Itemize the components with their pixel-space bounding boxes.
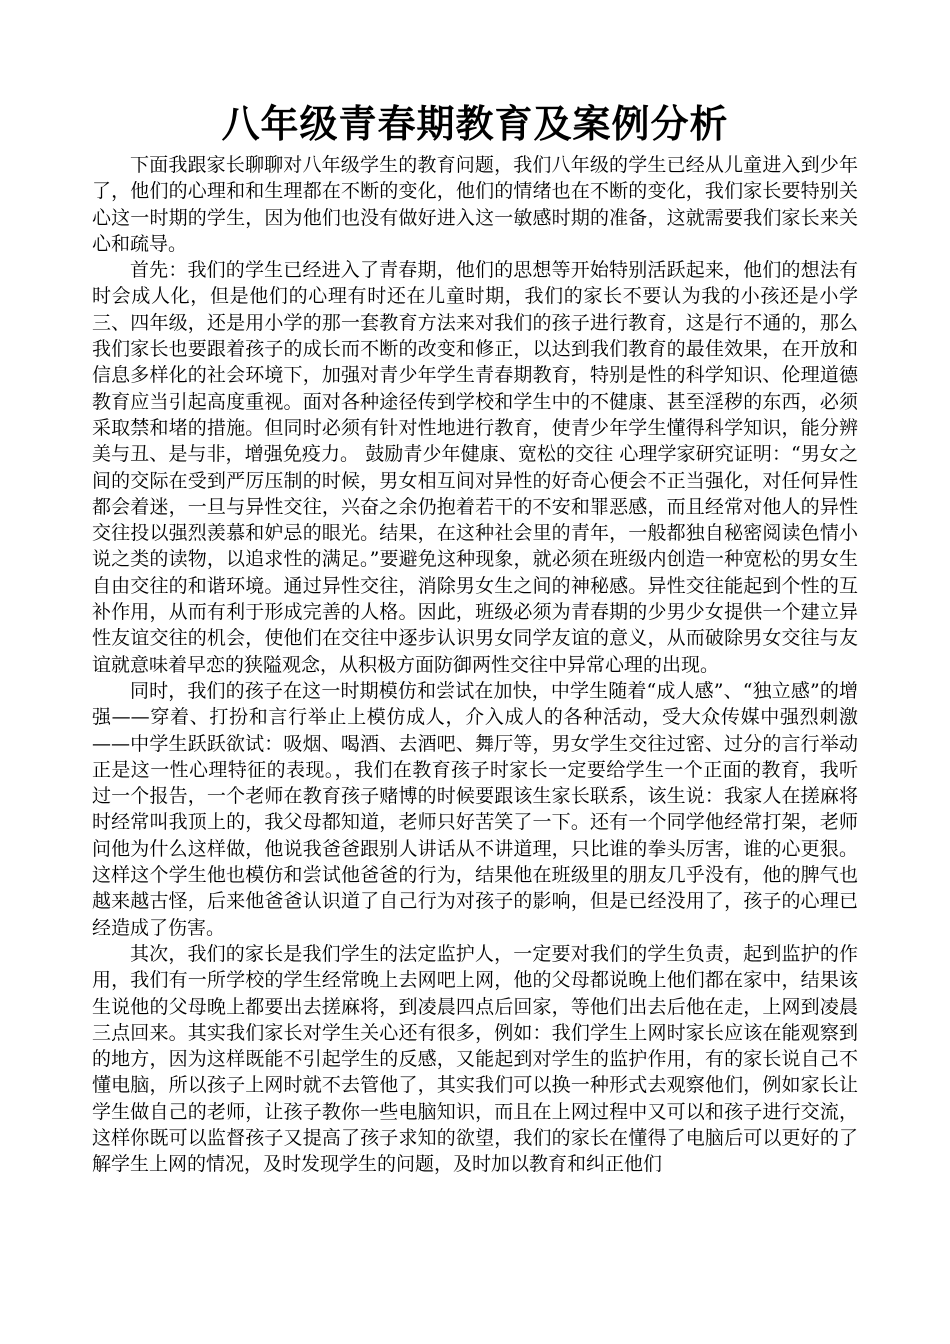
paragraph-guardianship: 其次，我们的家长是我们学生的法定监护人，一定要对我们的学生负责，起到监护的作用，我们有一所学校的学生经常晚上去网吧上网，他的父母都说晚上他们都在家中，结果该生说他的父母晚上都要出去搓麻将，到凌晨四点后回家，等他们出去后他在走，上网到凌晨三点回来。其实我们家长对学生关心还有很多，例如：我们学生上网时家长应该在能观察到的地方，因为这样既能不引起学生的反感，又能起到对学生的监护作用，有的家长说自己不懂电脑，所以孩子上网时就不去管他了，其实我们可以换一种形式去观察他们，例如家长让学生做自己的老师，让孩子教你一些电脑知识，而且在上网过程中又可以和孩子进行交流，这样你既可以监督孩子又提高了孩子求知的欲望，我们的家长在懂得了电脑后可以更好的了解学生上网的情况，及时发现学生的问题，及时加以教育和纠正他们 xyxy=(92,942,858,1176)
paragraph-first-point: 首先：我们的学生已经进入了青春期，他们的思想等开始特别活跃起来，他们的想法有时会成人化，但是他们的心理有时还在儿童时期，我们的家长不要认为我的小孩还是小学三、四年级，还是用小学的那一套教育方法来对我们的孩子进行教育，这是行不通的，那么我们家长也要跟着孩子的成长而不断的改变和修正，以达到我们教育的最佳效果，在开放和信息多样化的社会环境下，加强对青少年学生青春期教育，特别是性的科学知识、伦理道德教育应当引起高度重视。面对各种途径传到学校和学生中的不健康、甚至淫秽的东西，必须采取禁和堵的措施。但同时必须有针对性地进行教育，使青少年学生懂得科学知识，能分辨美与丑、是与非，增强免疫力。 鼓励青少年健康、宽松的交往 心理学家研究证明：“男女之间的交际在受到严厉压制的时候，男女相互间对异性的好奇心便会不正当强化，对任何异性都会着迷，一旦与异性交往，兴奋之余仍抱着若干的不安和罪恶感，而且经常对他人的异性交往投以强烈羡慕和妒忌的眼光。结果，在这种社会里的青年，一般都独自秘密阅读色情小说之类的读物，以追求性的满足。”要避免这种现象，就必须在班级内创造一种宽松的男女生自由交往的和谐环境。通过异性交往，消除男女生之间的神秘感。异性交往能起到个性的互补作用，从而有利于形成完善的人格。因此，班级必须为青春期的少男少女提供一个建立异性友谊交往的机会，使他们在交往中逐步认识男女同学友谊的意义，从而破除男女交往与友谊就意味着早恋的狭隘观念，从积极方面防御两性交往中异常心理的出现。 xyxy=(92,259,858,676)
page-title: 八年级青春期教育及案例分析 xyxy=(221,102,729,146)
document-page xyxy=(92,96,858,1178)
paragraph-imitation: 同时，我们的孩子在这一时期模仿和尝试在加快，中学生随着“成人感”、“独立感”的增强——穿着、打扮和言行举止上模仿成人，介入成人的各种活动，受大众传媒中强烈刺激——中学生跃跃欲试：吸烟、喝酒、去酒吧、舞厅等，男女学生交往过密、过分的言行举动正是这一性心理特征的表现。，我们在教育孩子时家长一定要给学生一个正面的教育，我听过一个报告，一个老师在教育孩子赌博的时候要跟该生家长联系，该生说：我家人在搓麻将时经常叫我顶上的，我父母都知道，老师只好苦笑了一下。还有一个同学他经常打架，老师问他为什么这样做，他说我爸爸跟别人讲话从不讲道理，只比谁的拳头厉害，谁的心更狠。这样这个学生他也模仿和尝试他爸爸的行为，结果他在班级里的朋友几乎没有，他的脾气也越来越古怪，后来他爸爸认识道了自己行为对孩子的影响，但是已经没用了，孩子的心理已经造成了伤害。 xyxy=(92,679,858,939)
paragraph-intro: 下面我跟家长聊聊对八年级学生的教育问题，我们八年级的学生已经从儿童进入到少年了，他们的心理和和生理都在不断的变化，他们的情绪也在不断的变化，我们家长要特别关心这一时期的学生，因为他们也没有做好进入这一敏感时期的准备，这就需要我们家长来关心和疏导。 xyxy=(92,154,858,255)
